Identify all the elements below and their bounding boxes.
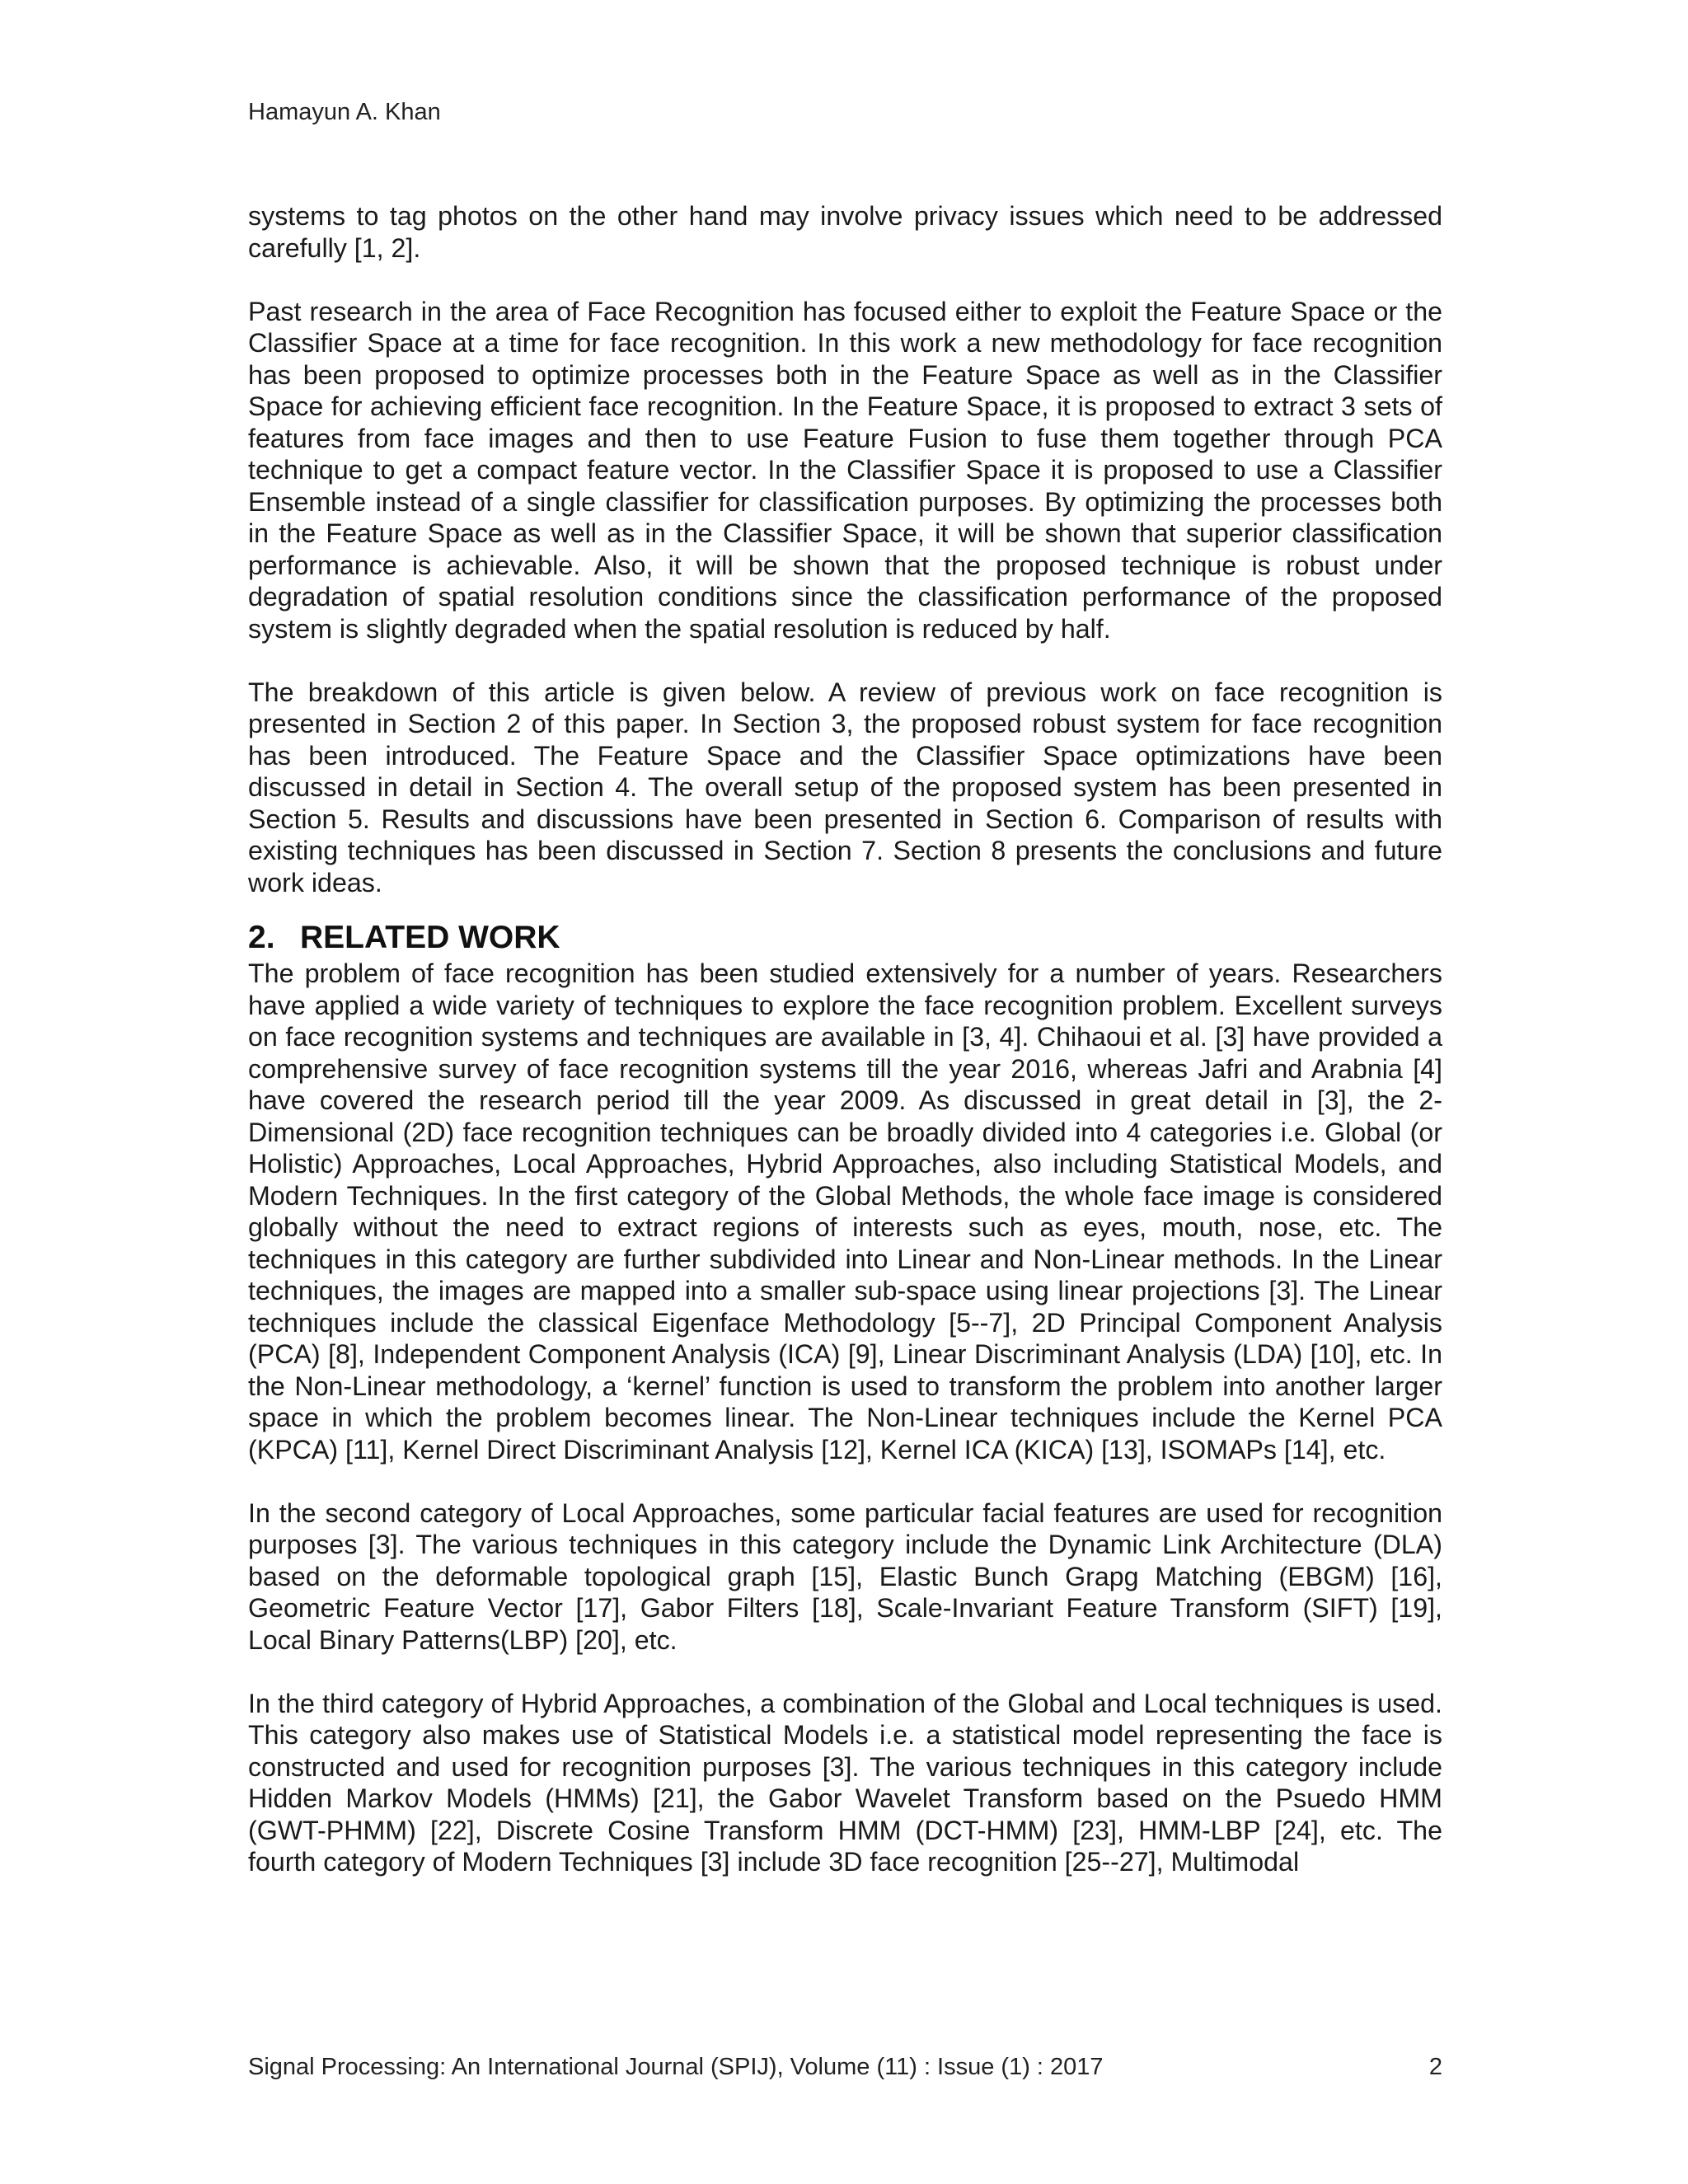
running-footer — [248, 2051, 1442, 2083]
section-number: 2. — [248, 920, 275, 955]
paragraph-article-breakdown: The breakdown of this article is given below. A review of previous work on face recognition is presented in Section 2 of this paper. In Section 3, the proposed robust system for face recognition has been introduced. The Feature Space and the Classifier Space optimizations have been discussed in detail in Section 4. The overall setup of the proposed system has been presented in Section 5. Results and discussions have been presented in Section 6. Comparison of results with existing techniques has been discussed in Section 7. Section 8 presents the conclusions and future work ideas. — [248, 677, 1442, 898]
paragraph-spacer — [248, 1465, 1442, 1497]
paragraph-spacer — [248, 1656, 1442, 1688]
paragraph-local-approaches: In the second category of Local Approaches, some particular facial features are used for recognition purposes [3]. The various techniques in this category include the Dynamic Link Architecture (DLA) based on the deformable topological graph [15], Elastic Bunch Grapg Matching (EBGM) [16], Geometric Feature Vector [17], Gabor Filters [18], Scale-Invariant Feature Transform (SIFT) [19], Local Binary Patterns(LBP) [20], etc. — [248, 1497, 1442, 1655]
section-heading-related-work — [248, 918, 1442, 958]
paragraph-methodology: Past research in the area of Face Recognition has focused either to exploit the Feature Space or the Classifier Space at a time for face recognition. In this work a new methodology for face recognition has been proposed to optimize processes both in the Feature Space as well as in the Classifier Space for achieving efficient face recognition. In the Feature Space, it is proposed to extract 3 sets of features from face images and then to use Feature Fusion to fuse them together through PCA technique to get a compact feature vector. In the Classifier Space it is proposed to use a Classifier Ensemble instead of a single classifier for classification purposes. By optimizing the processes both in the Feature Space as well as in the Classifier Space, it will be shown that superior classification performance is achievable. Also, it will be shown that the proposed technique is robust under degradation of spatial resolution conditions since the classification performance of the proposed system is slightly degraded when the spatial resolution is reduced by half. — [248, 296, 1442, 644]
footer-journal-citation: Signal Processing: An International Journal (SPIJ), Volume (11) : Issue (1) : 2017 — [248, 2054, 1104, 2080]
paragraph-spacer — [248, 264, 1442, 296]
paragraph-hybrid-approaches: In the third category of Hybrid Approaches, a combination of the Global and Local techniques is used. This category also makes use of Statistical Models i.e. a statistical model representing the face is constructed and used for recognition purposes [3]. The various techniques in this category include Hidden Markov Models (HMMs) [21], the Gabor Wavelet Transform based on the Psuedo HMM (GWT-PHMM) [22], Discrete Cosine Transform HMM (DCT-HMM) [23], HMM-LBP [24], etc. The fourth category of Modern Techniques [3] include 3D face recognition [25--27], Multimodal — [248, 1688, 1442, 1877]
page-body — [248, 200, 1442, 1878]
paragraph-intro-continuation: systems to tag photos on the other hand may involve privacy issues which need to be addressed carefully [1, 2]. — [248, 201, 1442, 263]
section-title: RELATED WORK — [300, 920, 560, 955]
paragraph-spacer — [248, 644, 1442, 677]
page-number: 2 — [1428, 2054, 1442, 2080]
running-header-author: Hamayun A. Khan — [248, 99, 441, 125]
paragraph-global-approaches: The problem of face recognition has been studied extensively for a number of years. Researchers have applied a wide variety of techniques to explore the face recognition problem. Excellent surveys on face recognition systems and techniques are available in [3, 4]. Chihaoui et al. [3] have provided a comprehensive survey of face recognition systems till the year 2016, whereas Jafri and Arabnia [4] have covered the research period till the year 2009. As discussed in great detail in [3], the 2-Dimensional (2D) face recognition techniques can be broadly divided into 4 categories i.e. Global (or Holistic) Approaches, Local Approaches, Hybrid Approaches, also including Statistical Models, and Modern Techniques. In the first category of the Global Methods, the whole face image is considered globally without the need to extract regions of interests such as eyes, mouth, nose, etc. The techniques in this category are further subdivided into Linear and Non-Linear methods. In the Linear techniques, the images are mapped into a smaller sub-space using linear projections [3]. The Linear techniques include the classical Eigenface Methodology [5--7], 2D Principal Component Analysis (PCA) [8], Independent Component Analysis (ICA) [9], Linear Discriminant Analysis (LDA) [10], etc. In the Non-Linear methodology, a ‘kernel’ function is used to transform the problem into another larger space in which the problem becomes linear. The Non-Linear techniques include the Kernel PCA (KPCA) [11], Kernel Direct Discriminant Analysis [12], Kernel ICA (KICA) [13], ISOMAPs [14], etc. — [248, 958, 1442, 1465]
